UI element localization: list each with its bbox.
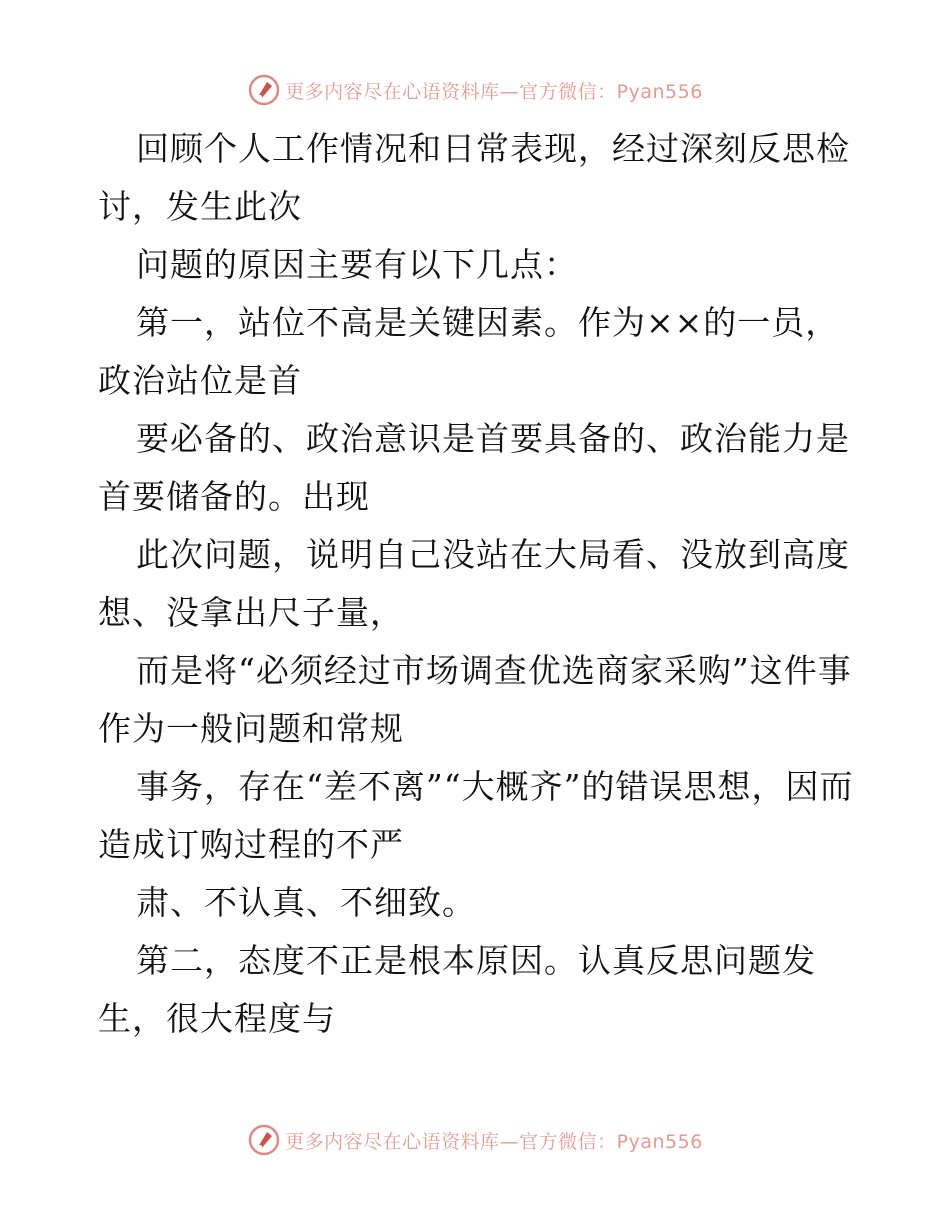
paragraph: 问题的原因主要有以下几点：: [136, 245, 578, 284]
paragraph: 肃、不认真、不细致。: [136, 883, 476, 922]
header-brand-text: 更多内容尽在心语资料库—官方微信：Pyan556: [285, 80, 703, 103]
paragraph: 而是将“必须经过市场调查优选商家采购”这件事作为一般问题和常规: [98, 651, 852, 748]
footer-banner: [0, 1120, 950, 1160]
header-banner: [0, 70, 950, 110]
paragraph: 要必备的、政治意识是首要具备的、政治能力是首要储备的。出现: [98, 419, 850, 516]
paragraph: 事务，存在“差不离”“大概齐”的错误思想，因而造成订购过程的不严: [98, 767, 854, 864]
paragraph: 此次问题，说明自己没站在大局看、没放到高度想、没拿出尺子量，: [98, 535, 850, 632]
paragraph: 第二，态度不正是根本原因。认真反思问题发生，很大程度与: [98, 941, 816, 1038]
pen-nib-logo-icon: [247, 1123, 281, 1157]
paragraph: 第一，站位不高是关键因素。作为××的一员，政治站位是首: [98, 303, 840, 400]
footer-brand-text: 更多内容尽在心语资料库—官方微信：Pyan556: [285, 1130, 703, 1153]
pen-nib-logo-icon: [247, 73, 281, 107]
paragraph: 回顾个人工作情况和日常表现，经过深刻反思检讨，发生此次: [98, 129, 850, 226]
document-body: [98, 120, 858, 1048]
